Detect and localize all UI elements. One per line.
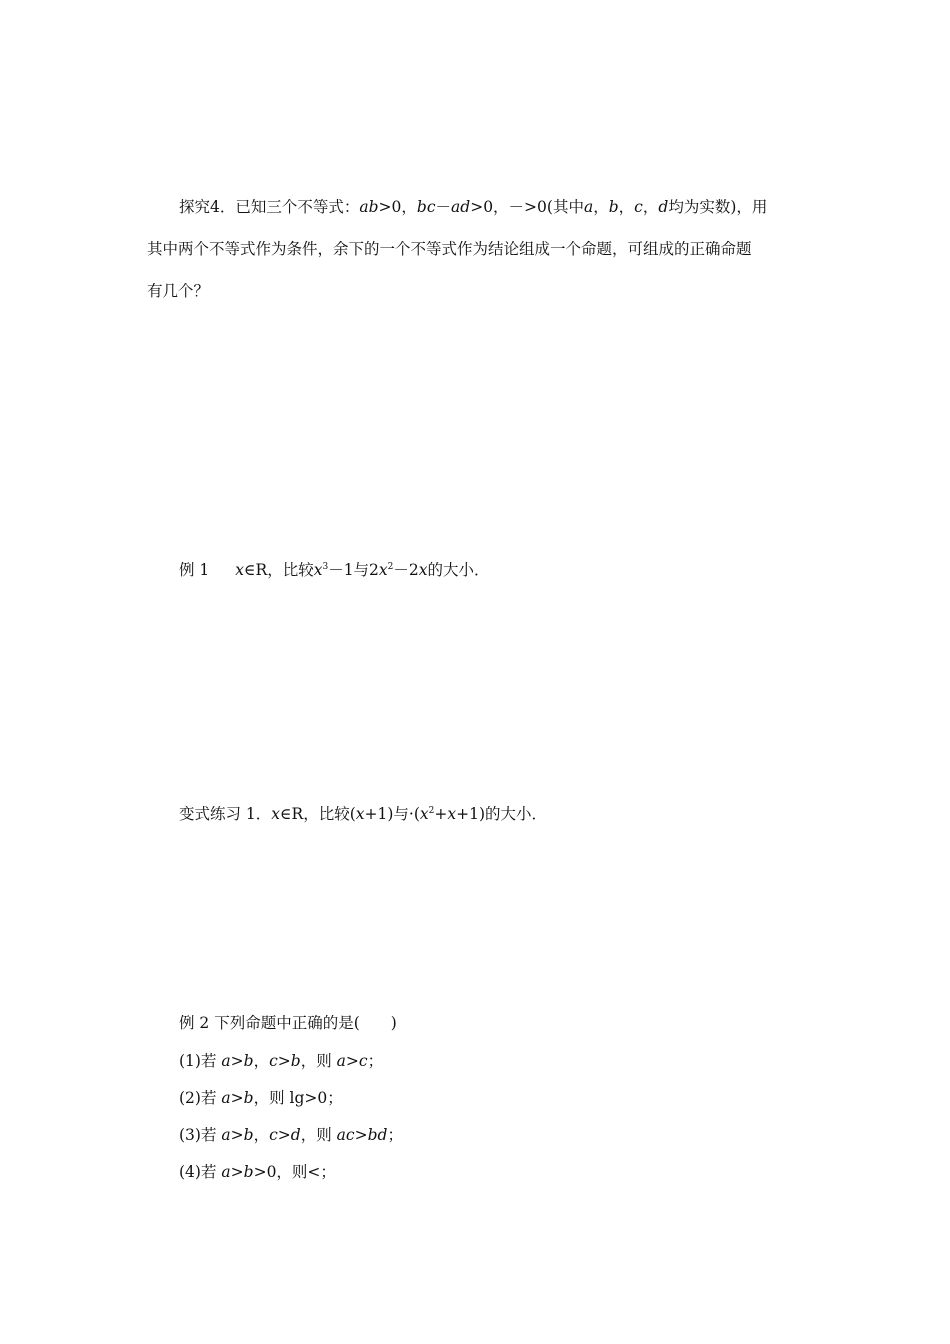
explore4-label: 探究4．已知三个不等式： — [179, 198, 360, 216]
example2-item-3: (3)若 a>b，c>d，则 ac>bd； — [179, 1126, 403, 1144]
example2-title: 例 2 下列命题中正确的是( ) — [179, 1014, 397, 1032]
explore4-line2: 其中两个不等式作为条件，余下的一个不等式作为结论组成一个命题，可组成的正确命题 — [147, 240, 752, 258]
variant1-line: 变式练习 1．x∈R，比较(x+1)与$\cdot(x^2+x+1)$的大小． — [179, 805, 548, 823]
explore4-line1: 探究4．已知三个不等式：ab>0，bc－ad>0，－>0(其中a，b，c，d均为实数)，用 — [179, 198, 768, 216]
explore4-line3: 有几个？ — [147, 282, 210, 300]
example2-item-4: (4)若 a>b>0，则<； — [179, 1163, 336, 1181]
variant1-label: 变式练习 1． — [179, 805, 272, 823]
example2-item-1: (1)若 a>b，c>b，则 a>c； — [179, 1052, 384, 1070]
example1-line: 例 1 x∈R，比较$x^3-1$与$2x^2-2x$的大小． — [179, 561, 490, 579]
example1-label: 例 1 — [179, 561, 210, 579]
example2-item-2: (2)若 a>b，则 lg>0； — [179, 1089, 343, 1107]
